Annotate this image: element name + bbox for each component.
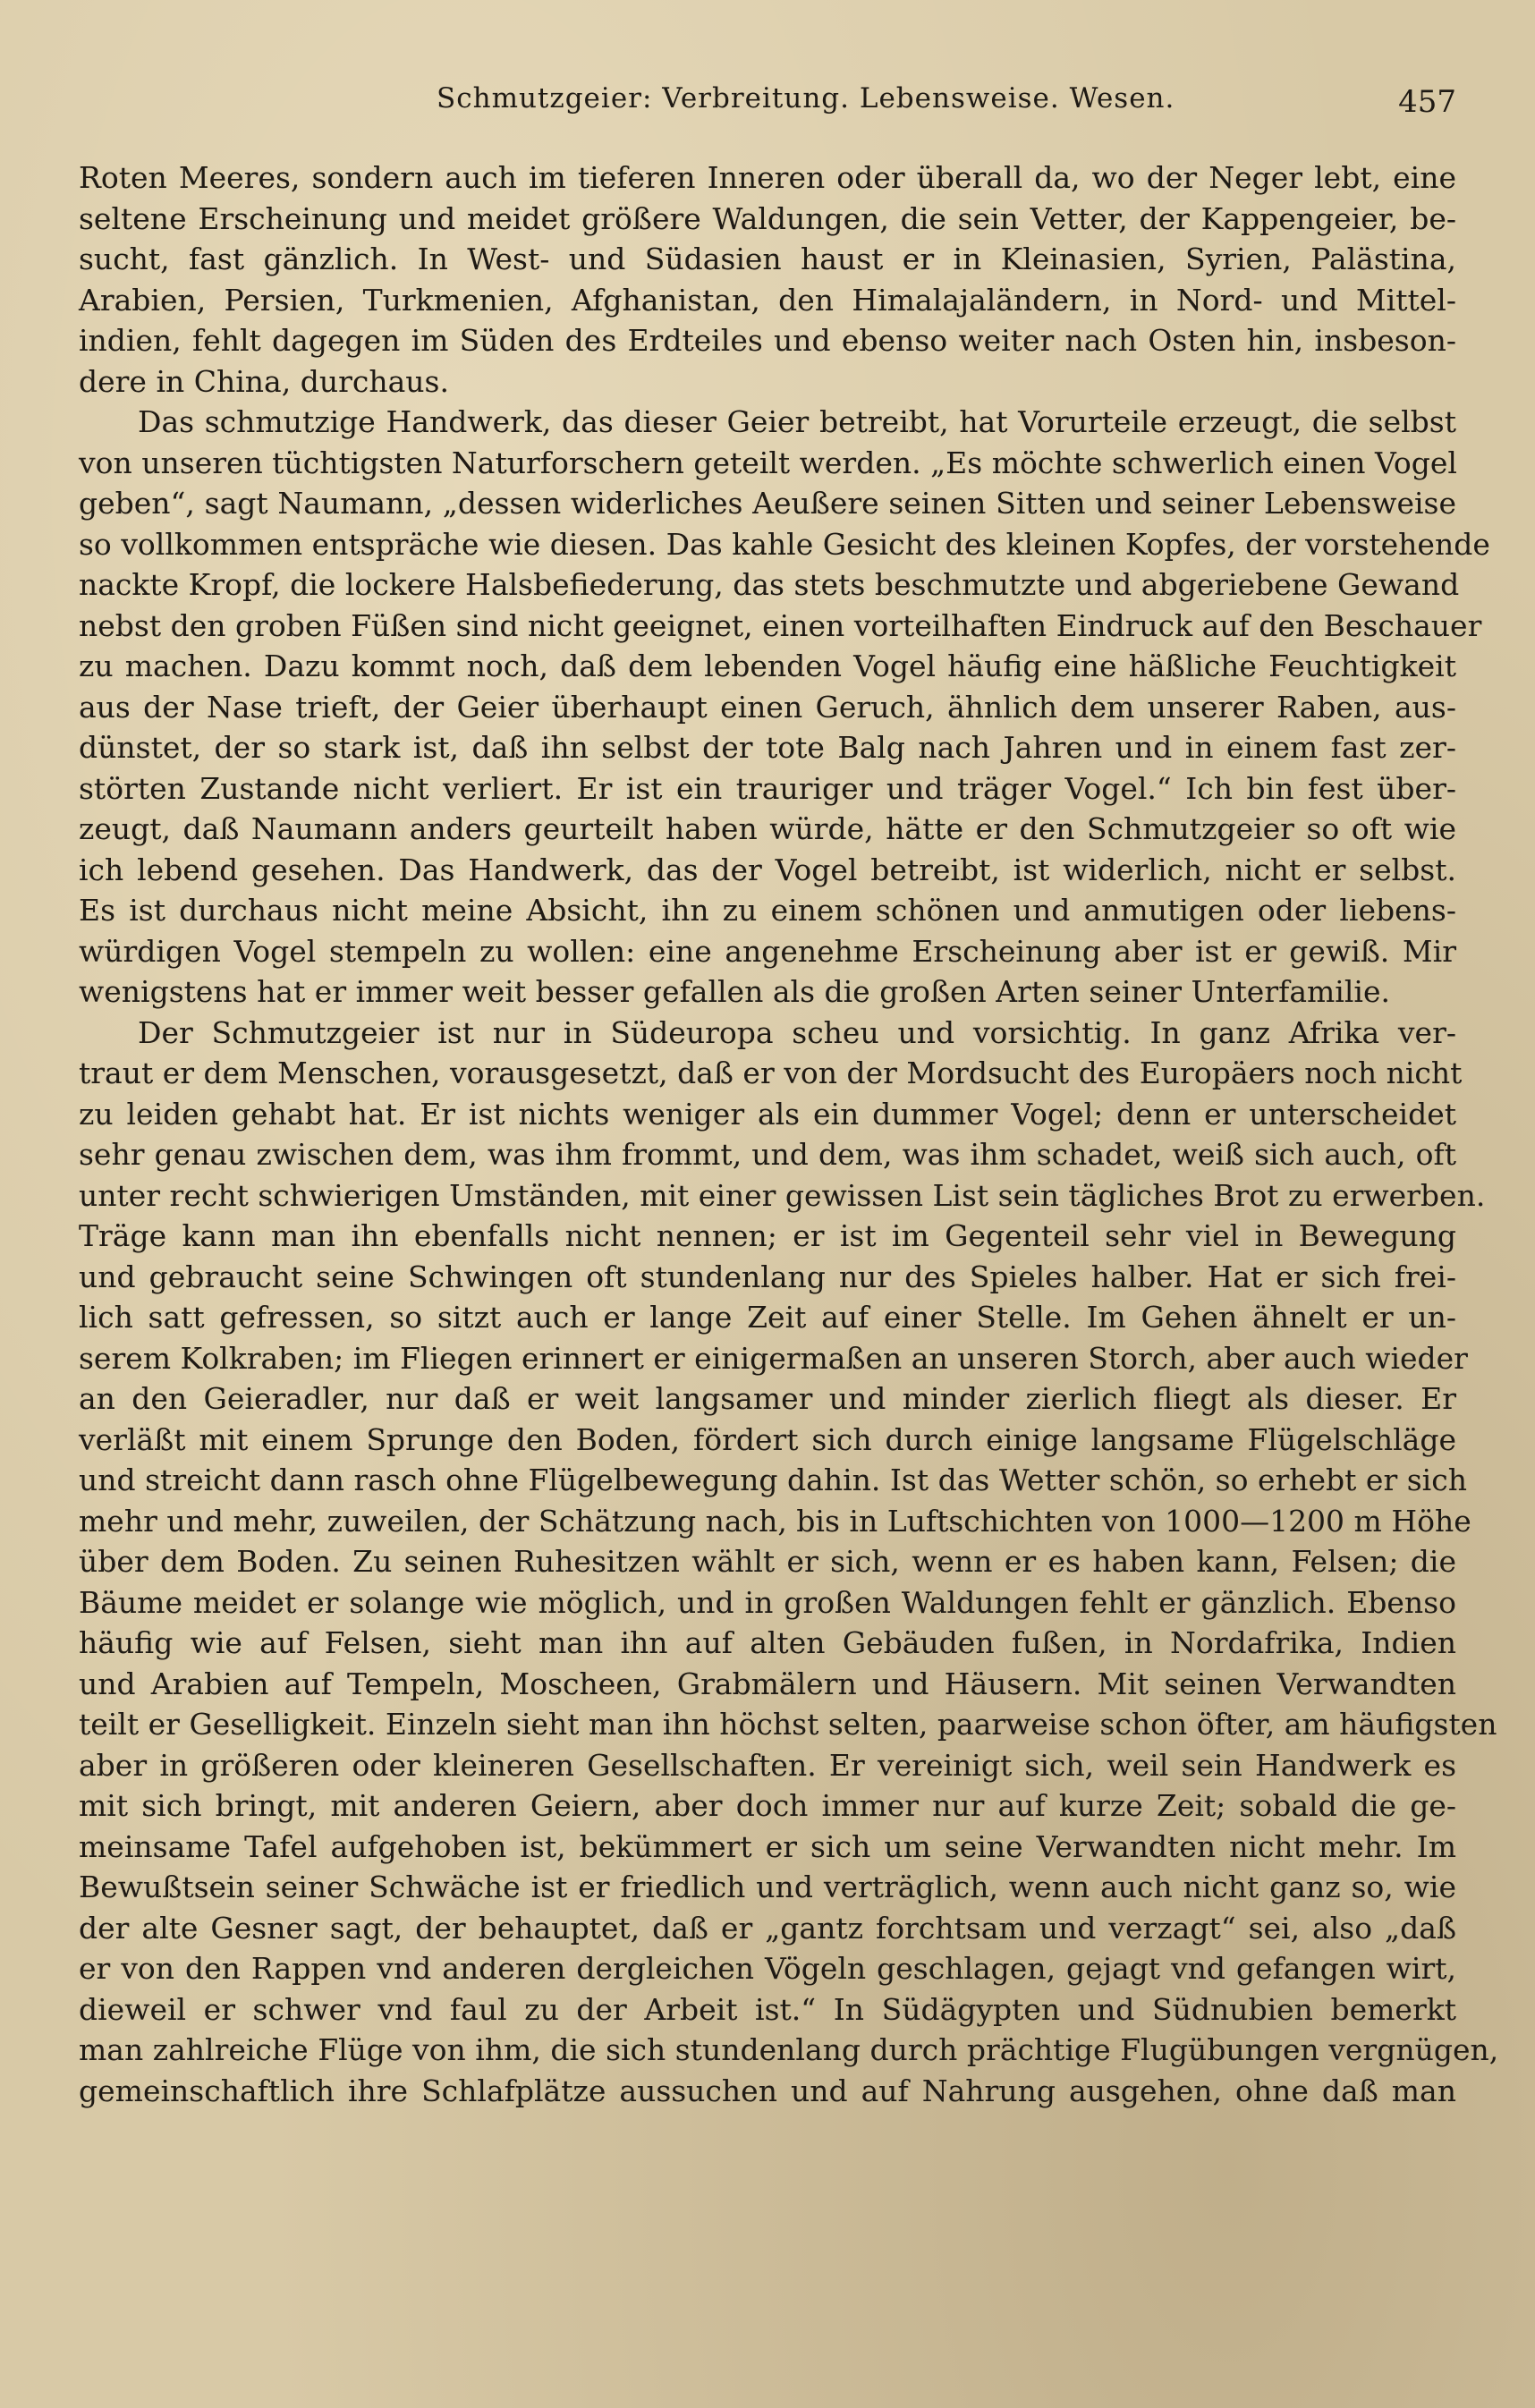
text-line: meinsame Tafel aufgehoben ist, bekümmert er sich um seine Verwandten nicht mehr. Im xyxy=(79,1828,1456,1864)
text-line: und streicht dann rasch ohne Flügelbewegung dahin. Ist das Wetter schön, so erhebt er sich xyxy=(79,1463,1467,1497)
text-line: dere in China, durchaus. xyxy=(79,363,449,399)
text-line: traut er dem Menschen, vorausgesetzt, daß er von der Mordsucht des Europäers noch nicht xyxy=(79,1056,1463,1090)
text-line: Träge kann man ihn ebenfalls nicht nennen; er ist im Gegenteil sehr viel in Bewegung xyxy=(79,1218,1456,1253)
text-line: Bäume meidet er solange wie möglich, und in großen Waldungen fehlt er gänzlich. Ebenso xyxy=(79,1584,1456,1620)
text-line: und gebraucht seine Schwingen oft stundenlang nur des Spieles halber. Hat er sich frei- xyxy=(79,1259,1456,1294)
text-line: Arabien, Persien, Turkmenien, Afghanistan, den Himalajaländern, in Nord- und Mittel- xyxy=(79,282,1456,318)
text-line: zeugt, daß Naumann anders geurteilt haben würde, hätte er den Schmutzgeier so oft wie xyxy=(79,811,1456,846)
text-line: verläßt mit einem Sprunge den Boden, fördert sich durch einige langsame Flügelschläge xyxy=(79,1421,1456,1457)
text-line: und Arabien auf Tempeln, Moscheen, Grabmälern und Häusern. Mit seinen Verwandten xyxy=(79,1666,1456,1701)
text-line: sehr genau zwischen dem, was ihm frommt, und dem, was ihm schadet, weiß sich auch, oft xyxy=(79,1137,1456,1172)
text-line: der alte Gesner sagt, der behauptet, daß er „gantz forchtsam und verzagt“ sei, also „daß xyxy=(79,1910,1456,1946)
text-line: über dem Boden. Zu seinen Ruhesitzen wählt er sich, wenn er es haben kann, Felsen; die xyxy=(79,1544,1456,1579)
text-line: Es ist durchaus nicht meine Absicht, ihn zu einem schönen und anmutigen oder liebens- xyxy=(79,893,1456,928)
text-line: mehr und mehr, zuweilen, der Schätzung nach, bis in Luftschichten von 1000—1200 m Höhe xyxy=(79,1503,1471,1539)
text-line: Roten Meeres, sondern auch im tieferen Inneren oder überall da, wo der Neger lebt, eine xyxy=(79,160,1456,195)
text-line: unter recht schwierigen Umständen, mit einer gewissen List sein tägliches Brot zu erwerben. xyxy=(79,1177,1486,1213)
text-line: seltene Erscheinung und meidet größere Waldungen, die sein Vetter, der Kappengeier, be- xyxy=(79,200,1456,236)
text-line: zu machen. Dazu kommt noch, daß dem lebenden Vogel häufig eine häßliche Feuchtigkeit xyxy=(79,649,1456,683)
running-title: Schmutzgeier: Verbreitung. Lebensweise. Wesen. xyxy=(437,82,1175,114)
text-line: serem Kolkraben; im Fliegen erinnert er einigermaßen an unseren Storch, aber auch wieder xyxy=(79,1340,1468,1376)
text-line: Der Schmutzgeier ist nur in Südeuropa scheu und vorsichtig. In ganz Afrika ver- xyxy=(138,1014,1456,1050)
text-line: aber in größeren oder kleineren Gesellschaften. Er vereinigt sich, weil sein Handwerk es xyxy=(79,1747,1456,1783)
text-line: häufig wie auf Felsen, sieht man ihn auf alten Gebäuden fußen, in Nordafrika, Indien xyxy=(79,1625,1456,1660)
running-head xyxy=(79,72,1456,134)
text-line: dünstet, der so stark ist, daß ihn selbst der tote Balg nach Jahren und in einem fast zer- xyxy=(79,730,1456,765)
text-line: man zahlreiche Flüge von ihm, die sich stundenlang durch prächtige Flugübungen vergnügen, xyxy=(79,2032,1499,2067)
text-line: wenigstens hat er immer weit besser gefallen als die großen Arten seiner Unterfamilie. xyxy=(79,974,1390,1009)
text-line: nackte Kropf, die lockere Halsbefiederung, das stets beschmutzte und abgeriebene Gewand xyxy=(79,567,1460,602)
text-line: von unseren tüchtigsten Naturforschern geteilt werden. „Es möchte schwerlich einen Vogel xyxy=(79,445,1457,480)
text-line: so vollkommen entspräche wie diesen. Das kahle Gesicht des kleinen Kopfes, der vorstehende xyxy=(79,526,1490,562)
text-line: mit sich bringt, mit anderen Geiern, aber doch immer nur auf kurze Zeit; sobald die ge- xyxy=(79,1788,1456,1823)
text-line: Bewußtsein seiner Schwäche ist er friedlich und verträglich, wenn auch nicht ganz so, wie xyxy=(79,1870,1456,1904)
text-line: würdigen Vogel stempeln zu wollen: eine angenehme Erscheinung aber ist er gewiß. Mir xyxy=(79,933,1456,969)
text-line: dieweil er schwer vnd faul zu der Arbeit ist.“ In Südägypten und Südnubien bemerkt xyxy=(79,1991,1456,2027)
text-line: sucht, fast gänzlich. In West- und Südasien haust er in Kleinasien, Syrien, Palästina, xyxy=(79,242,1456,276)
text-line: störten Zustande nicht verliert. Er ist ein trauriger und träger Vogel.“ Ich bin fest über- xyxy=(79,770,1456,806)
book-page xyxy=(79,72,1499,2111)
body-text xyxy=(79,157,1499,2111)
text-line: teilt er Geselligkeit. Einzeln sieht man ihn höchst selten, paarweise schon öfter, am häufigsten xyxy=(79,1707,1497,1742)
text-line: Das schmutzige Handwerk, das dieser Geier betreibt, hat Vorurteile erzeugt, die selbst xyxy=(138,404,1456,439)
text-line: aus der Nase trieft, der Geier überhaupt einen Geruch, ähnlich dem unserer Raben, aus- xyxy=(79,689,1456,725)
text-line: nebst den groben Füßen sind nicht geeignet, einen vorteilhaften Eindruck auf den Beschauer xyxy=(79,607,1482,643)
text-line: geben“, sagt Naumann, „dessen widerliches Aeußere seinen Sitten und seiner Lebensweise xyxy=(79,486,1456,521)
text-line: gemeinschaftlich ihre Schlafplätze aussuchen und auf Nahrung ausgehen, ohne daß man xyxy=(79,2073,1456,2108)
text-line: lich satt gefressen, so sitzt auch er lange Zeit auf einer Stelle. Im Gehen ähnelt er un- xyxy=(79,1300,1456,1335)
text-line: an den Geieradler, nur daß er weit langsamer und minder zierlich fliegt als dieser. Er xyxy=(79,1381,1456,1416)
page-number: 457 xyxy=(1398,84,1456,120)
text-line: indien, fehlt dagegen im Süden des Erdteiles und ebenso weiter nach Osten hin, insbeson- xyxy=(79,323,1456,358)
text-line: zu leiden gehabt hat. Er ist nichts weniger als ein dummer Vogel; denn er unterscheidet xyxy=(79,1096,1456,1132)
text-line: ich lebend gesehen. Das Handwerk, das der Vogel betreibt, ist widerlich, nicht er selbst. xyxy=(79,852,1456,887)
text-line: er von den Rappen vnd anderen dergleichen Vögeln geschlagen, gejagt vnd gefangen wirt, xyxy=(79,1951,1456,1986)
